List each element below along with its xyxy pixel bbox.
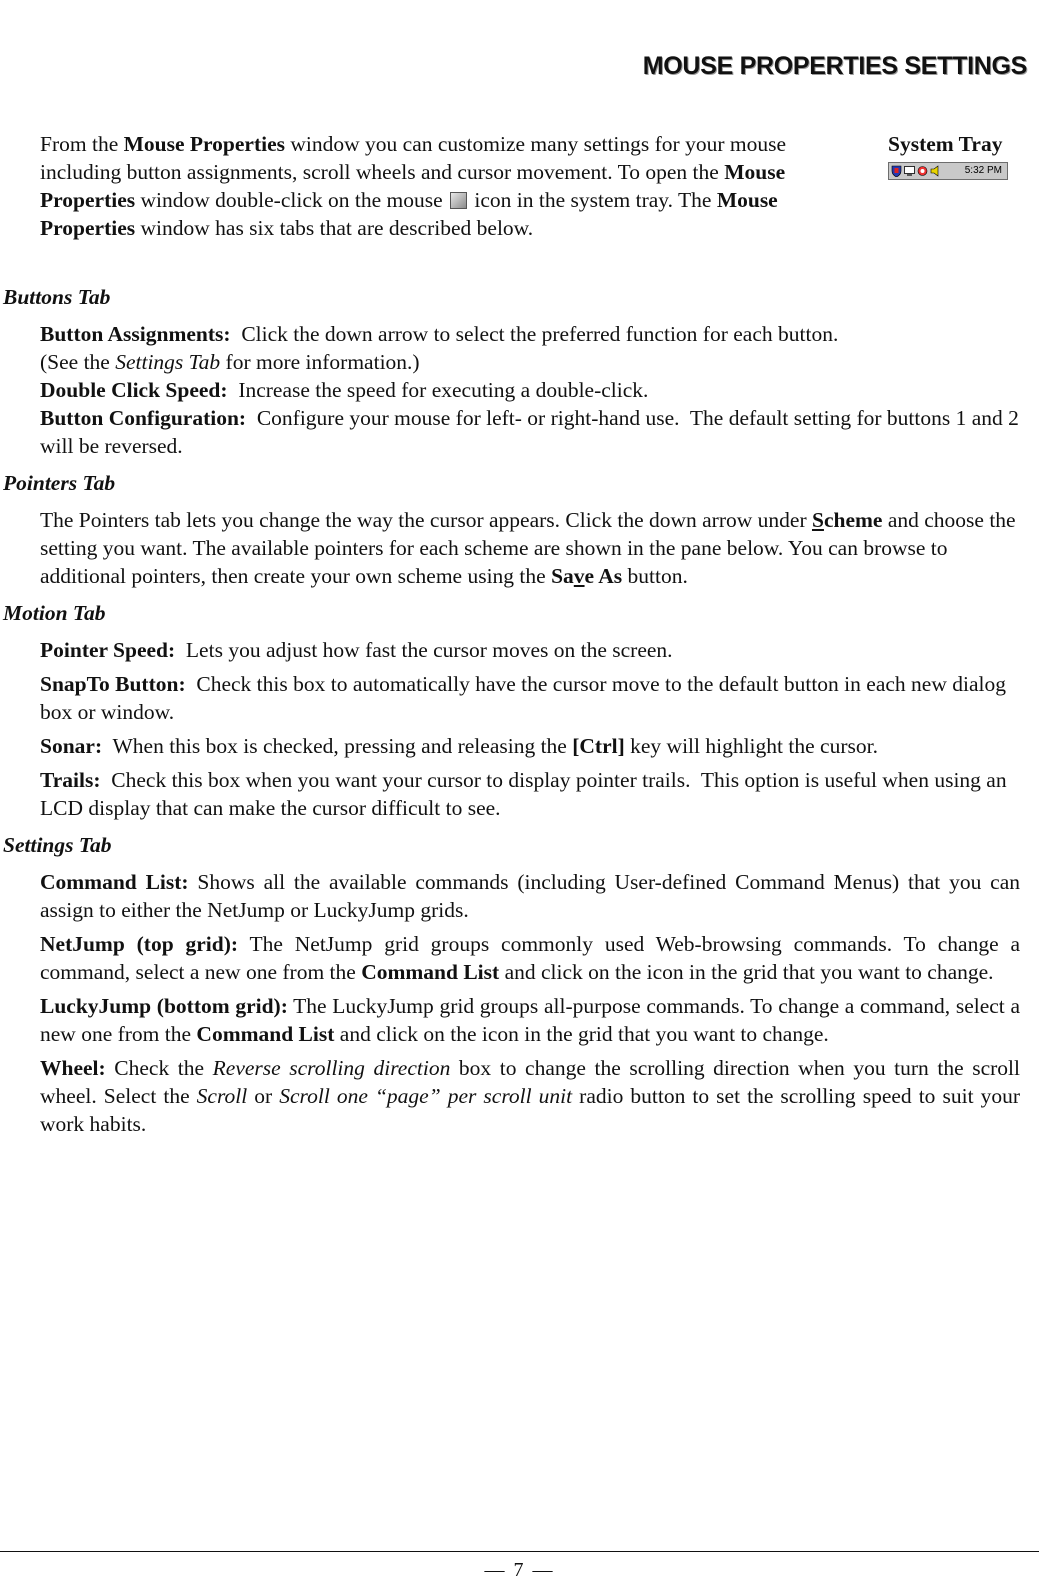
pointers-tab-heading: Pointers Tab bbox=[3, 471, 116, 495]
settings-tab-reference: Settings Tab bbox=[115, 350, 221, 374]
item-text: The NetJump grid groups commonly used Web-browsing commands. To change a command, select a new one from the bbox=[40, 932, 1020, 984]
ctrl-key: [Ctrl] bbox=[572, 734, 625, 758]
scheme-underline: S bbox=[811, 508, 824, 532]
netjump-label: NetJump (top grid): bbox=[40, 932, 239, 956]
wheel-label: Wheel: bbox=[40, 1056, 106, 1080]
sonar-item bbox=[40, 732, 1020, 760]
motion-tab-heading: Motion Tab bbox=[3, 601, 106, 625]
save-as-part: e As bbox=[584, 564, 623, 588]
item-text: Check the bbox=[105, 1056, 213, 1080]
command-list-term: Command List bbox=[361, 960, 500, 984]
pointers-tab-description bbox=[40, 506, 1020, 590]
settings-tab-heading: Settings Tab bbox=[3, 833, 112, 857]
intro-text: window you can customize many settings for your mouse including button assignments, scroll wheels and cursor movement. To open the bbox=[40, 132, 787, 184]
item-text: Shows all the available commands (including User-defined Command Menus) that you can assign to either the NetJump or LuckyJump grids. bbox=[40, 870, 1020, 922]
item-text: (See the bbox=[40, 350, 116, 374]
pointer-speed-item bbox=[40, 636, 1020, 664]
item-text: Increase the speed for executing a double-click. bbox=[227, 378, 649, 402]
luckyjump-label: LuckyJump (bottom grid): bbox=[40, 994, 288, 1018]
item-text: The Pointers tab lets you change the way the cursor appears. Click the down arrow under bbox=[40, 508, 812, 532]
intro-text: window double-click on the mouse bbox=[135, 188, 449, 212]
item-text: and click on the icon in the grid that you want to change. bbox=[499, 960, 994, 984]
scheme-term bbox=[812, 508, 882, 532]
item-text: and choose the setting you want. The available pointers for each scheme are shown in the pane below. You can browse to additional pointers, then create your own scheme using the bbox=[40, 508, 1016, 588]
monitor-icon bbox=[904, 165, 915, 177]
main-content bbox=[0, 283, 1030, 1138]
intro-paragraph bbox=[40, 130, 840, 242]
luckyjump-item bbox=[40, 992, 1020, 1048]
buttons-tab-heading: Buttons Tab bbox=[3, 285, 111, 309]
command-list-term: Command List bbox=[196, 1022, 335, 1046]
button-configuration-item bbox=[40, 404, 1025, 460]
item-text: radio button to set the scrolling speed to suit your work habits. bbox=[40, 1084, 1021, 1136]
item-text: and click on the icon in the grid that you want to change. bbox=[334, 1022, 829, 1046]
speaker-icon bbox=[930, 165, 941, 177]
system-tray-clock: 5:32 PM bbox=[964, 165, 1002, 176]
mouse-properties-term: Mouse Properties bbox=[123, 132, 286, 156]
command-list-item bbox=[40, 868, 1020, 924]
wheel-item bbox=[40, 1054, 1020, 1138]
item-text: Check this box when you want your cursor to display pointer trails. This option is useful when using an LCD display that can make the cursor difficult to see. bbox=[40, 768, 1012, 820]
item-text: for more information.) bbox=[220, 350, 420, 374]
item-text: The LuckyJump grid groups all-purpose commands. To change a command, select a new one from the bbox=[40, 994, 1021, 1046]
double-click-speed-label: Double Click Speed: bbox=[40, 378, 228, 402]
command-list-label: Command List: bbox=[40, 870, 189, 894]
scroll-option: Scroll bbox=[196, 1084, 248, 1108]
item-text: box to change the scrolling direction when you turn the scroll wheel. Select the bbox=[40, 1056, 1020, 1108]
reverse-scrolling-option: Reverse scrolling direction bbox=[212, 1056, 451, 1080]
netjump-item bbox=[40, 930, 1020, 986]
scroll-page-option: Scroll one “page” per scroll unit bbox=[279, 1084, 573, 1108]
item-text: When this box is checked, pressing and releasing the bbox=[102, 734, 573, 758]
button-assignments-item bbox=[40, 320, 1020, 376]
pointer-speed-label: Pointer Speed: bbox=[40, 638, 176, 662]
intro-text: window has six tabs that are described below. bbox=[135, 216, 534, 240]
mouse-properties-term: Mouse Properties bbox=[40, 188, 778, 240]
item-text: Configure your mouse for left- or right-hand use. The default setting for buttons 1 and 2 will be reversed. bbox=[40, 406, 1025, 458]
button-configuration-label: Button Configuration: bbox=[40, 406, 247, 430]
system-tray-figure bbox=[888, 130, 1033, 180]
system-tray-label: System Tray bbox=[888, 132, 1003, 156]
intro-text: icon in the system tray. The bbox=[469, 188, 717, 212]
trails-label: Trails: bbox=[40, 768, 101, 792]
snapto-button-label: SnapTo Button: bbox=[40, 672, 186, 696]
item-text: key will highlight the cursor. bbox=[624, 734, 878, 758]
page-title: MOUSE PROPERTIES SETTINGS bbox=[642, 52, 1027, 80]
intro-text: From the bbox=[40, 132, 124, 156]
item-text: or bbox=[247, 1084, 280, 1108]
page-number: — 7 — bbox=[484, 1559, 555, 1581]
double-click-speed-item bbox=[40, 376, 1020, 404]
scheme-rest: cheme bbox=[823, 508, 883, 532]
sonar-label: Sonar: bbox=[40, 734, 103, 758]
item-text: Check this box to automatically have the cursor move to the default button in each new dialog box or window. bbox=[40, 672, 1012, 724]
button-assignments-label: Button Assignments: bbox=[40, 322, 231, 346]
item-text: button. bbox=[622, 564, 688, 588]
mouse-properties-term: Mouse Properties bbox=[40, 160, 786, 212]
save-as-part: Sa bbox=[551, 564, 574, 588]
item-text: Click the down arrow to select the preferred function for each button. bbox=[230, 322, 839, 346]
network-icon bbox=[917, 165, 928, 177]
trails-item bbox=[40, 766, 1020, 822]
save-as-underline: v bbox=[573, 564, 585, 588]
system-tray-image bbox=[888, 162, 1008, 180]
mouse-icon bbox=[450, 192, 467, 209]
snapto-button-item bbox=[40, 670, 1020, 726]
shield-icon bbox=[891, 165, 902, 177]
footer-rule bbox=[0, 1551, 1039, 1552]
save-as-term bbox=[551, 564, 622, 588]
item-text: Lets you adjust how fast the cursor moves on the screen. bbox=[175, 638, 673, 662]
